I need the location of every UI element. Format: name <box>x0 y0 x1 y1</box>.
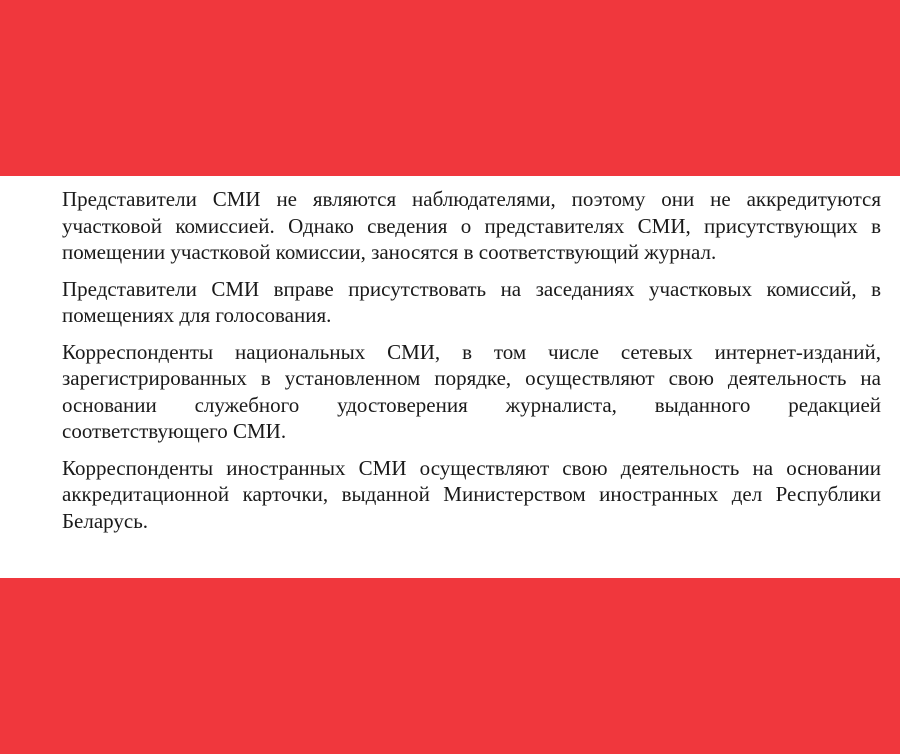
top-red-band <box>0 0 900 176</box>
paragraph-media-right-to-attend: Представители СМИ вправе присутствовать на заседаниях участковых комиссий, в помещениях для голосования. <box>62 276 881 327</box>
paragraph-foreign-correspondents: Корреспонденты иностранных СМИ осуществляют свою деятельность на основании аккредитационной карточки, выданной Министерством иностранных дел Республики Беларусь. <box>62 455 881 533</box>
paragraph-national-correspondents: Корреспонденты национальных СМИ, в том числе сетевых интернет-изданий, зарегистрированных в установленном порядке, осуществляют свою деятельность на основании служебного удостоверения журналиста, выданного редакцией соответствующего СМИ. <box>62 339 881 443</box>
bottom-red-band <box>0 578 900 754</box>
paragraph-media-not-observers: Представители СМИ не являются наблюдателями, поэтому они не аккредитуются участковой комиссией. Однако сведения о представителях СМИ, присутствующих в помещении участковой комиссии, заносятся в соответствующий журнал. <box>62 187 881 264</box>
text-block <box>62 186 881 544</box>
